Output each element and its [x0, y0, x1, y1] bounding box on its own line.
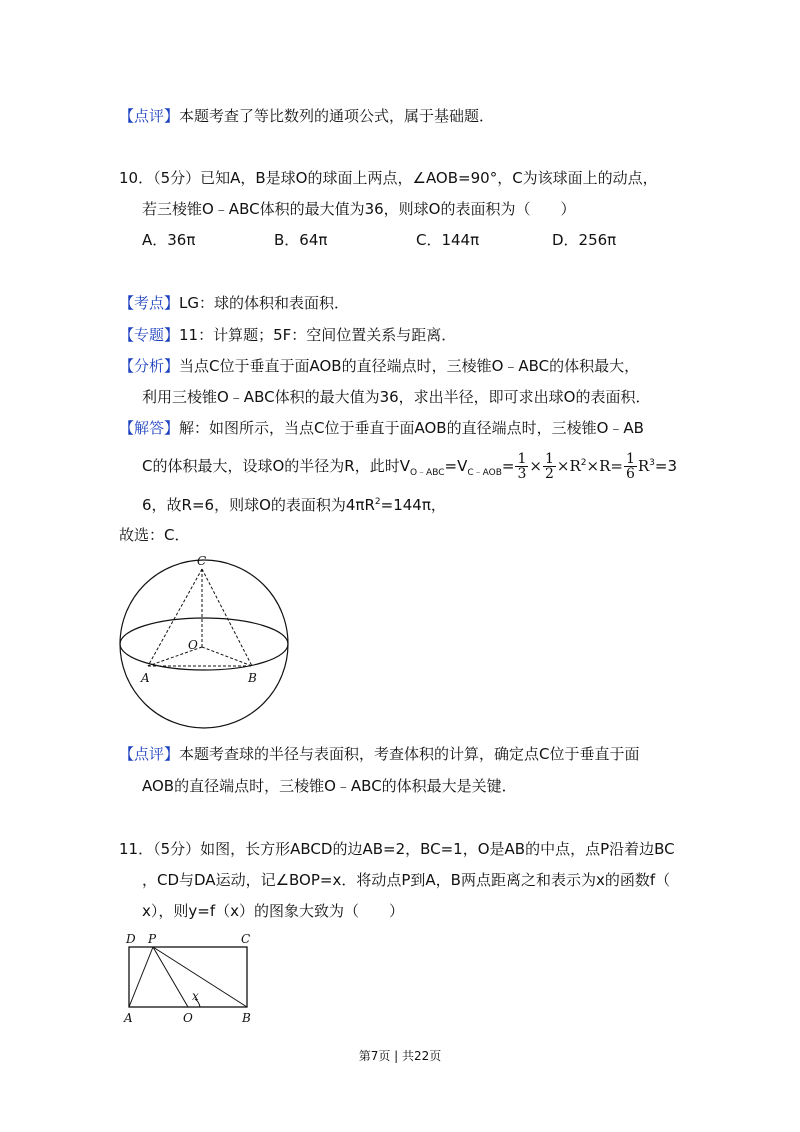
- kaodian: [119, 293, 349, 313]
- segment-pb: [153, 947, 247, 1007]
- q10-option-c: C．144π: [416, 231, 480, 249]
- q11-stem-line1: 11．（5分）如图，长方形ABCD的边AB=2，BC=1，O是AB的中点，点P沿着边BC: [119, 840, 675, 858]
- jieda-tag: 【解答】: [119, 419, 180, 437]
- equals-tail: =3: [654, 457, 678, 475]
- review10-line1: [119, 744, 640, 764]
- segment-po: [153, 947, 188, 1007]
- review-tag: 【点评】: [119, 107, 180, 125]
- fraction-one-third: [515, 452, 528, 481]
- q10-option-a: A．36π: [142, 231, 196, 249]
- jieda-line2: [142, 448, 677, 488]
- edge-ob: [202, 647, 252, 666]
- subscript-caob: C﹣AOB: [467, 468, 502, 478]
- review10-tag: 【点评】: [119, 745, 180, 763]
- jieda-text-1: 解：如图所示，当点C位于垂直于面AOB的直径端点时，三棱锥O﹣AB: [179, 419, 644, 437]
- q10-option-d: D．256π: [552, 231, 617, 249]
- equals: =: [501, 457, 515, 475]
- fenxi-tag: 【分析】: [119, 357, 180, 375]
- times-r: ×R: [556, 457, 581, 475]
- q11-stem-line2: ，CD与DA运动，记∠BOP=x．将动点P到A，B两点距离之和表示为x的函数f（: [142, 871, 671, 889]
- frac-num: 1: [544, 451, 554, 467]
- r-cubed-base: R: [637, 457, 650, 475]
- superscript-2: 2: [580, 458, 587, 468]
- review10-text-1: 本题考查球的半径与表面积，考查体积的计算，确定点C位于垂直于面: [179, 745, 640, 763]
- fenxi-text-1: 当点C位于垂直于面AOB的直径端点时，三棱锥O﹣ABC的体积最大，: [179, 357, 640, 375]
- kaodian-text: LG：球的体积和表面积．: [179, 294, 349, 312]
- q10-stem-line2: 若三棱锥O﹣ABC体积的最大值为36，则球O的表面积为（ ）: [142, 200, 576, 218]
- segment-pa: [129, 947, 153, 1007]
- label-o2: O: [183, 1011, 193, 1025]
- rectangle-abcd: [129, 947, 247, 1007]
- label-a: A: [141, 671, 150, 685]
- sphere-figure: [118, 552, 293, 730]
- label-x: x: [192, 989, 199, 1003]
- times-sign: ×: [529, 457, 542, 475]
- label-b: B: [248, 671, 257, 685]
- zhuanti: [119, 325, 456, 345]
- label-p: P: [148, 932, 157, 946]
- frac-den: 6: [625, 466, 635, 482]
- review-text: 本题考查了等比数列的通项公式，属于基础题．: [179, 107, 495, 125]
- superscript-3: 3: [649, 458, 655, 468]
- page-footer: 第7页 | 共22页: [358, 1049, 442, 1063]
- jieda-text-3a: 6，故R=6，则球O的表面积为4πR: [142, 496, 375, 514]
- label-d: D: [126, 932, 136, 946]
- subscript-oabc: O﹣ABC: [409, 468, 445, 478]
- zhuanti-text: 11：计算题；5F：空间位置关系与距离．: [179, 326, 457, 344]
- review10-line2: AOB的直径端点时，三棱锥O﹣ABC的体积最大是关键．: [142, 777, 517, 795]
- jieda-text-3b: =144π，: [380, 496, 446, 514]
- fraction-one-half: [543, 452, 556, 481]
- label-c: C: [197, 554, 207, 568]
- label-c2: C: [241, 932, 251, 946]
- rectangle-figure: [116, 930, 261, 1025]
- q10-option-b: B．64π: [274, 231, 328, 249]
- q10-stem-line1: 10．（5分）已知A，B是球O的球面上两点，∠AOB=90°，C为该球面上的动点，: [119, 169, 658, 187]
- times-r-equals: ×R=: [586, 457, 623, 475]
- review-prev: [119, 106, 494, 126]
- frac-den: 2: [544, 466, 554, 482]
- fraction-one-sixth: [624, 452, 637, 481]
- q11-stem-line3: x），则y=f（x）的图象大致为（ ）: [142, 902, 404, 920]
- label-a2: A: [124, 1011, 133, 1025]
- kaodian-tag: 【考点】: [119, 294, 180, 312]
- jieda-answer: 故选：C．: [119, 526, 190, 544]
- jieda-line1: [119, 418, 644, 438]
- label-o: O: [188, 638, 198, 652]
- superscript-2b: 2: [374, 497, 381, 507]
- jieda-text-2: C的体积最大，设球O的半径为R，此时V: [142, 457, 410, 475]
- zhuanti-tag: 【专题】: [119, 326, 180, 344]
- equator-back: [120, 618, 288, 644]
- jieda-line3: [142, 492, 446, 515]
- frac-num: 1: [517, 451, 527, 467]
- equals-v: =V: [444, 457, 468, 475]
- label-b2: B: [242, 1011, 251, 1025]
- sphere-outline: [120, 560, 288, 728]
- fenxi-line2: 利用三棱锥O﹣ABC体积的最大值为36，求出半径，即可求出球O的表面积．: [142, 388, 651, 406]
- frac-num: 1: [625, 451, 635, 467]
- fenxi-line1: [119, 356, 639, 376]
- frac-den: 3: [517, 466, 527, 482]
